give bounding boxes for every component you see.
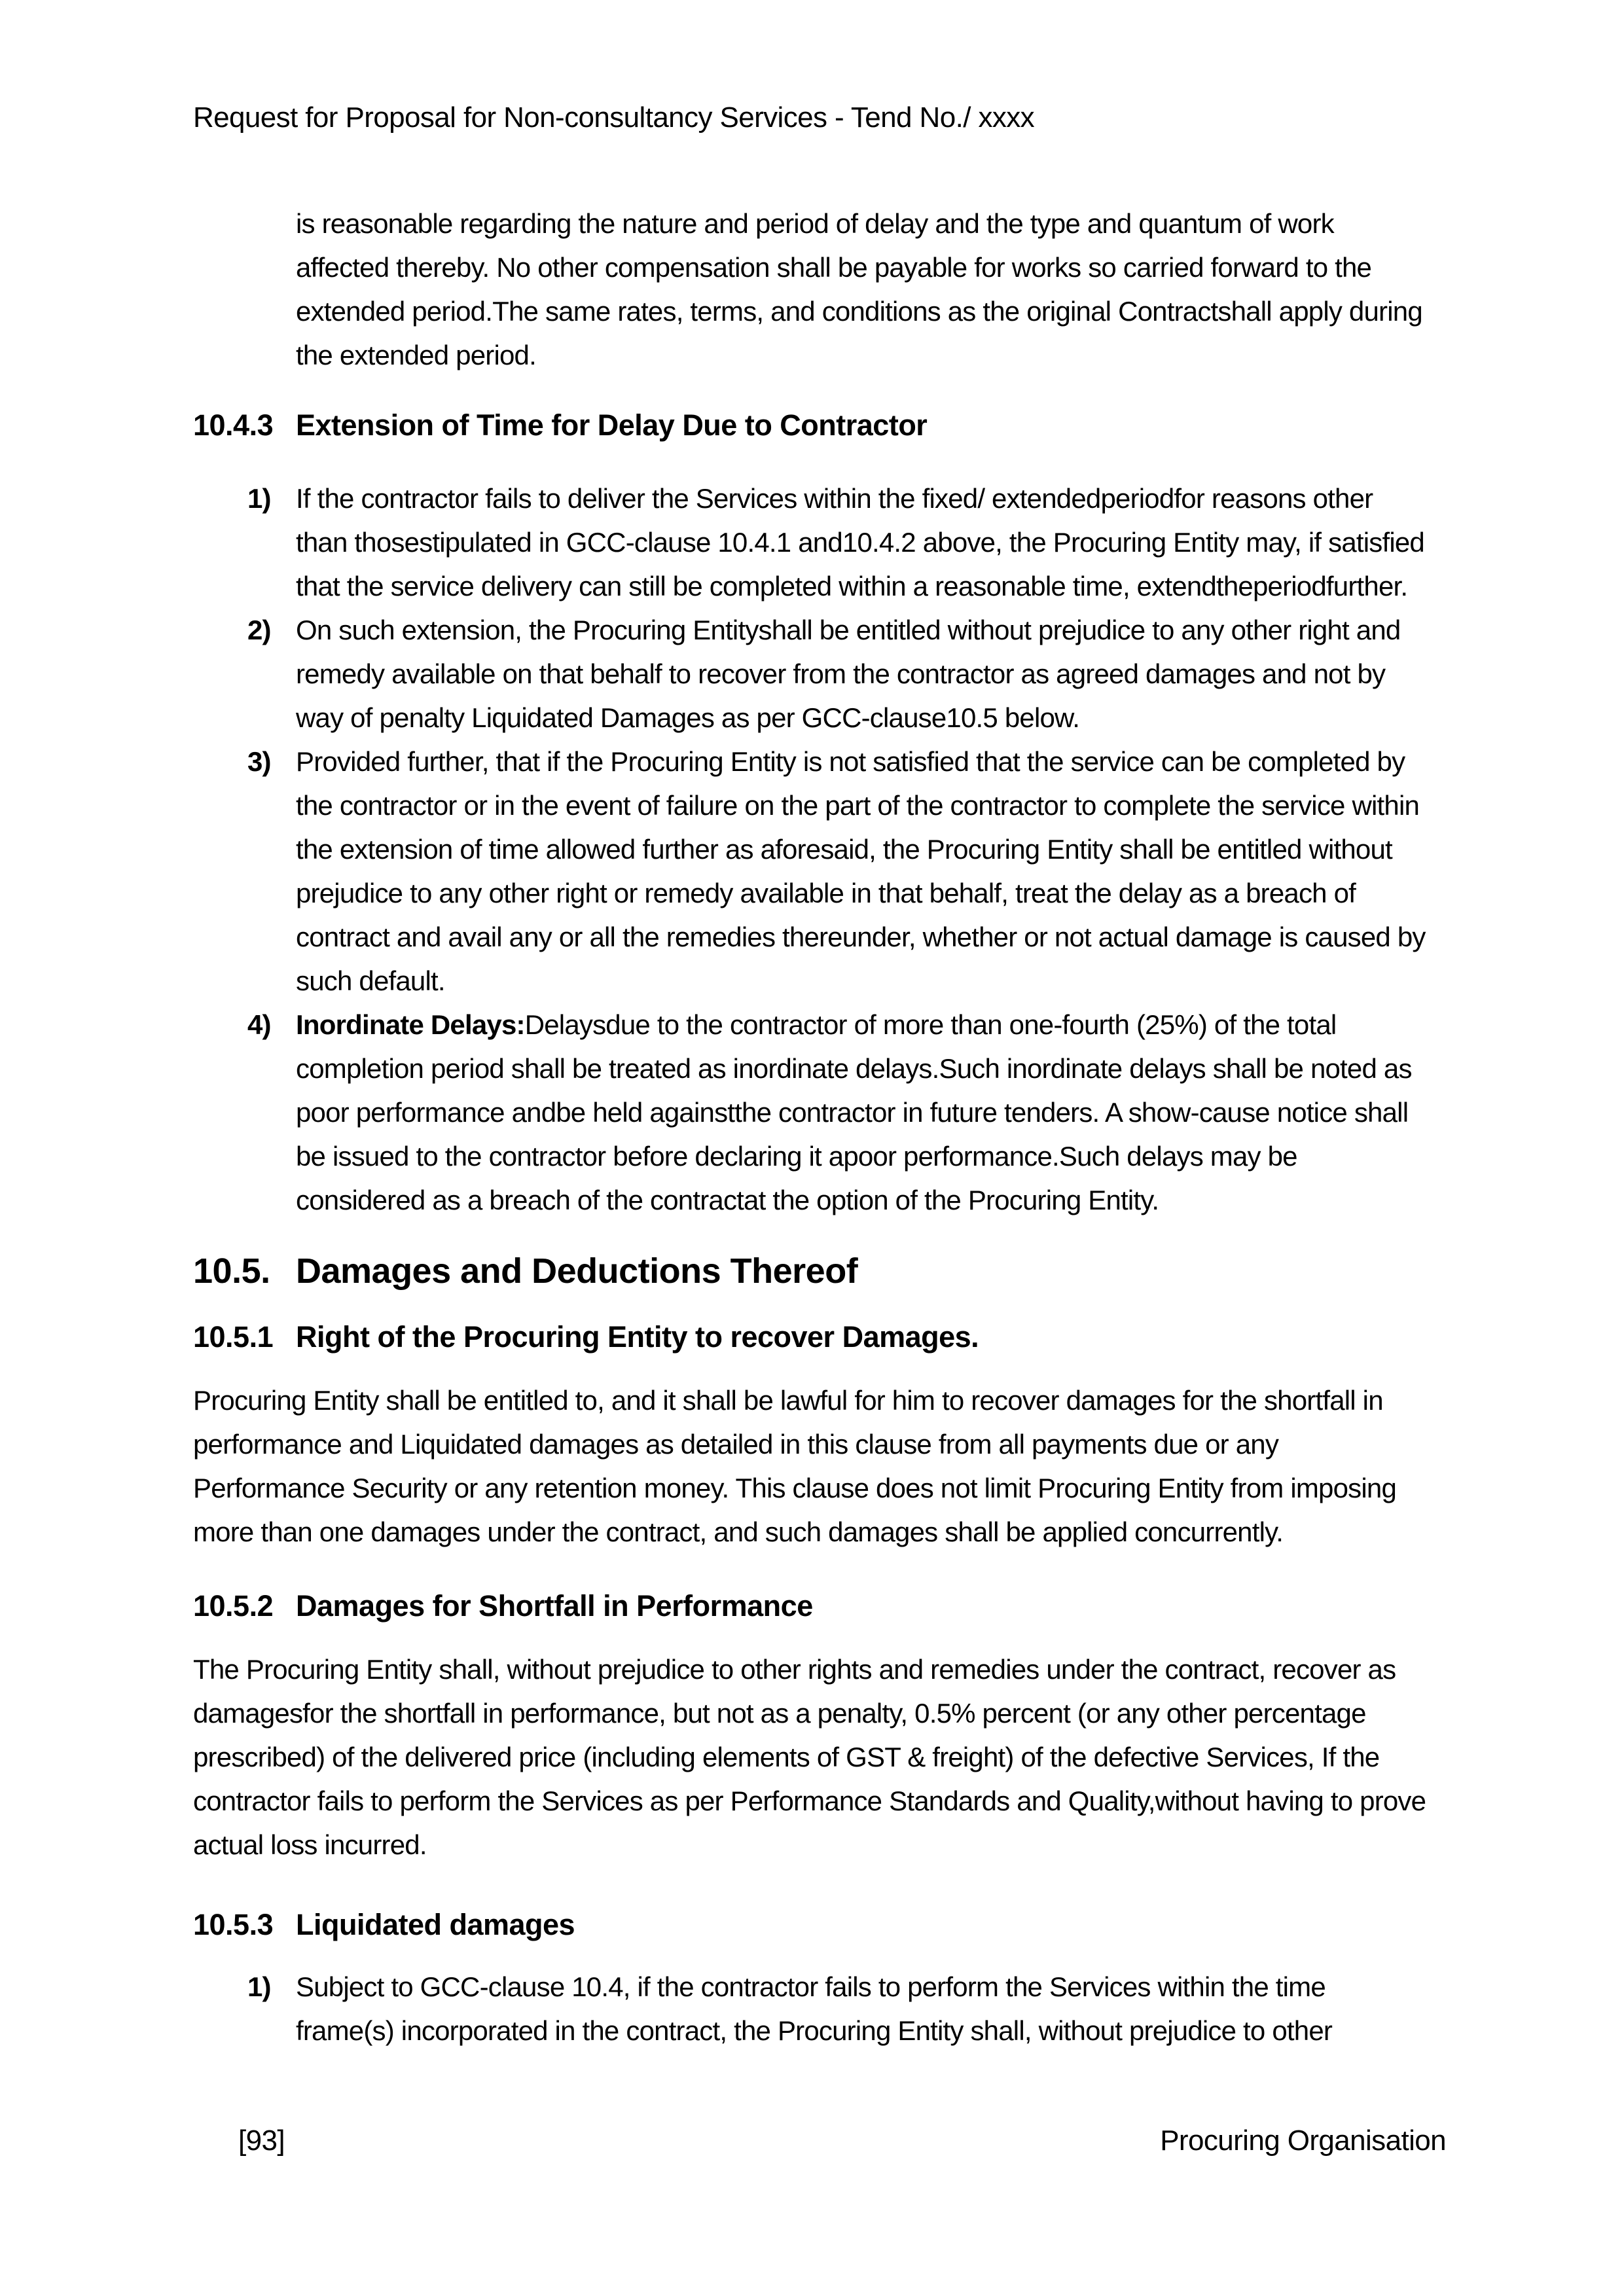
section-number: 10.5.2 bbox=[193, 1589, 274, 1623]
section-heading-10-5-2 bbox=[193, 1584, 1427, 1628]
list-item-body: Provided further, that if the Procuring Entity is not satisfied that the service can be completed by the contractor or in the event of failure on the part of the contractor to complete the service within the extension of time allowed further as aforesaid, the Procuring Entity shall be entitled without prejudice to any other right or remedy available in that behalf, treat the delay as a breach of contract and avail any or all the remedies thereunder, whether or not actual damage is caused by such default. bbox=[296, 746, 1426, 996]
list-item-number: 3) bbox=[247, 746, 271, 777]
footer-organisation: Procuring Organisation bbox=[1160, 2125, 1446, 2157]
list-item-number: 4) bbox=[247, 1009, 271, 1040]
section-number: 10.5.1 bbox=[193, 1320, 274, 1354]
section-body-10-5-2: The Procuring Entity shall, without prejudice to other rights and remedies under the contract, recover as damagesfor the shortfall in performance, but not as a penalty, 0.5% percent (or any other percentage prescribed) of the delivered price (including elements of GST & freight) of the defective Services, If the contractor fails to perform the Services as per Performance Standards and Quality,without having to prove actual loss incurred. bbox=[193, 1654, 1426, 1860]
section-title: Liquidated damages bbox=[296, 1908, 575, 1941]
list-item-text bbox=[296, 740, 1427, 1003]
section-number: 10.5.3 bbox=[193, 1908, 274, 1941]
list-item-number: 1) bbox=[247, 483, 271, 514]
list-item-body: Subject to GCC-clause 10.4, if the contractor fails to perform the Services within the time frame(s) incorporated in the contract, the Procuring Entity shall, without prejudice to other bbox=[296, 1971, 1333, 2046]
list-item-number: 1) bbox=[247, 1971, 271, 2002]
section-number: 10.4.3 bbox=[193, 408, 274, 442]
list-item-number: 2) bbox=[247, 615, 271, 645]
numbered-list-10-4-3 bbox=[193, 476, 1427, 1222]
list-item bbox=[193, 608, 1427, 740]
section-title: Extension of Time for Delay Due to Contractor bbox=[296, 408, 928, 442]
section-title: Right of the Procuring Entity to recover Damages. bbox=[296, 1320, 979, 1354]
list-item-text bbox=[296, 1965, 1427, 2053]
page-number: [93] bbox=[238, 2125, 285, 2157]
page-content bbox=[193, 98, 1427, 2053]
section-heading-10-4-3 bbox=[193, 403, 1427, 447]
section-heading-10-5 bbox=[193, 1248, 1427, 1294]
section-body-10-5-1: Procuring Entity shall be entitled to, and it shall be lawful for him to recover damages for the shortfall in performance and Liquidated damages as detailed in this clause from all payments due or any Performance Security or any retention money. This clause does not limit Procuring Entity from imposing more than one damages under the contract, and such damages shall be applied concurrently. bbox=[193, 1385, 1397, 1547]
list-item-text bbox=[296, 1003, 1427, 1222]
list-item-text bbox=[296, 476, 1427, 608]
list-item bbox=[193, 1965, 1427, 2053]
list-item bbox=[193, 1003, 1427, 1222]
intro-paragraph: is reasonable regarding the nature and period of delay and the type and quantum of work affected thereby. No other compensation shall be payable for works so carried forward to the extended period.The same rates, terms, and conditions as the original Contractshall apply during the extended period. bbox=[296, 208, 1422, 370]
list-item-body: If the contractor fails to deliver the Services within the fixed/ extendedperiodfor reasons other than thosestipulated in GCC-clause 10.4.1 and10.4.2 above, the Procuring Entity may, if satisfied that the service delivery can still be completed within a reasonable time, extendtheperiodfurther. bbox=[296, 483, 1424, 601]
list-item bbox=[193, 740, 1427, 1003]
list-item-text bbox=[296, 608, 1427, 740]
section-heading-10-5-3 bbox=[193, 1903, 1427, 1946]
list-item bbox=[193, 476, 1427, 608]
list-item-body: On such extension, the Procuring Entityshall be entitled without prejudice to any other right and remedy available on that behalf to recover from the contractor as agreed damages and not by way of penalty Liquidated Damages as per GCC-clause10.5 below. bbox=[296, 615, 1401, 733]
page-footer bbox=[193, 2122, 1446, 2160]
page-header: Request for Proposal for Non-consultancy Services - Tend No./ xxxx bbox=[193, 101, 1035, 134]
section-title: Damages for Shortfall in Performance bbox=[296, 1589, 813, 1623]
numbered-list-10-5-3 bbox=[193, 1965, 1427, 2053]
section-number: 10.5. bbox=[193, 1251, 270, 1291]
section-title: Damages and Deductions Thereof bbox=[296, 1251, 858, 1291]
list-item-lead: Inordinate Delays: bbox=[296, 1009, 525, 1040]
section-heading-10-5-1 bbox=[193, 1315, 1427, 1359]
list-item-body: Delaysdue to the contractor of more than one-fourth (25%) of the total completion period shall be treated as inordinate delays.Such inordinate delays shall be noted as poor performance andbe held againstthe contractor in future tenders. A show-cause notice shall be issued to the contractor before declaring it apoor performance.Such delays may be considered as a breach of the contractat the option of the Procuring Entity. bbox=[296, 1009, 1412, 1215]
